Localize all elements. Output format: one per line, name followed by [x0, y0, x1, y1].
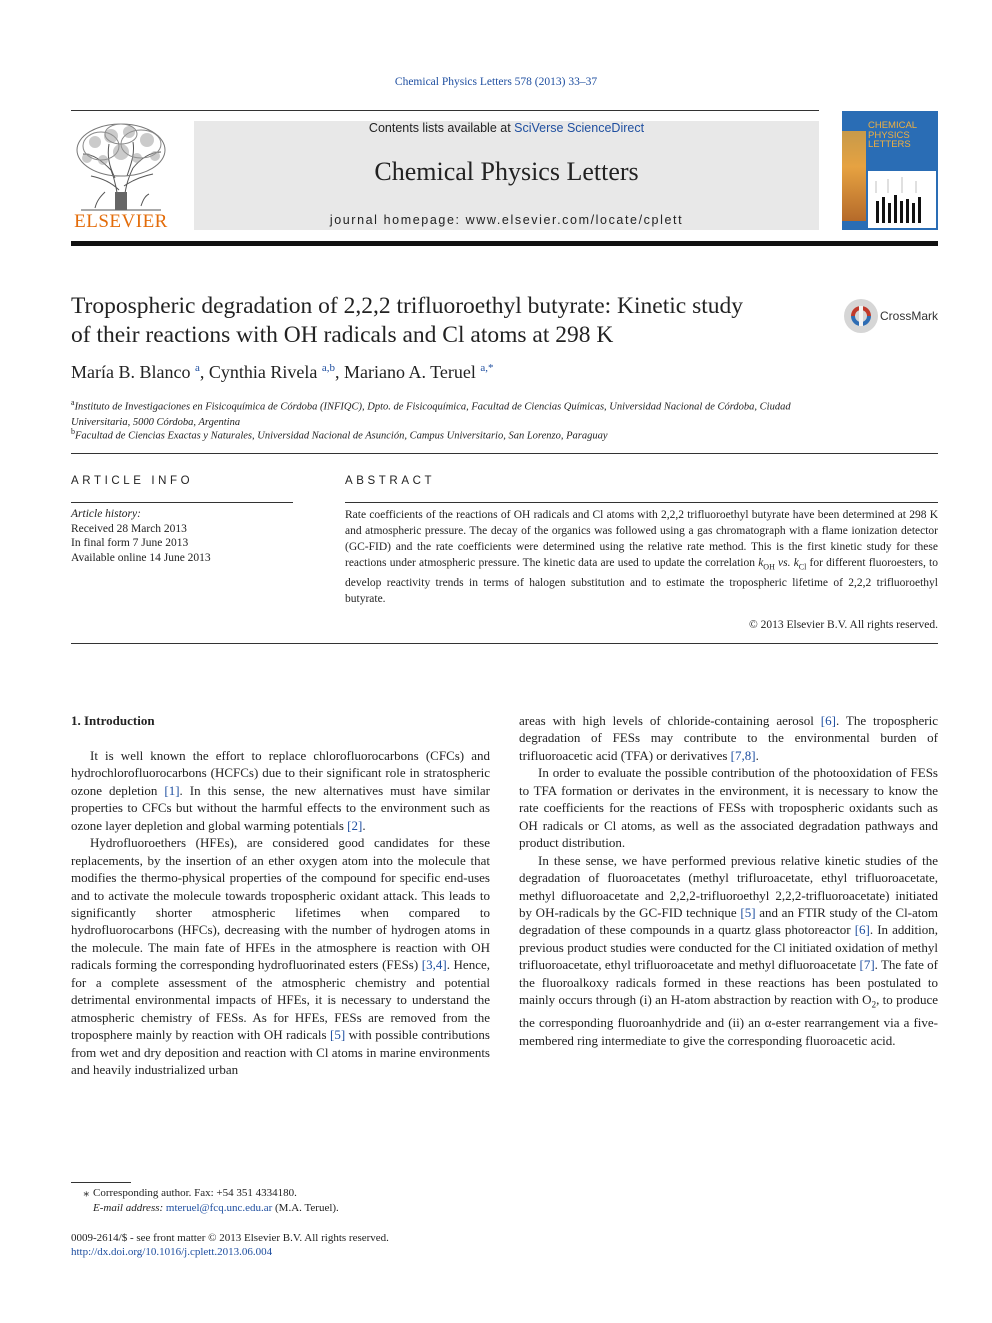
- journal-title: Chemical Physics Letters: [374, 157, 639, 186]
- elsevier-wordmark: ELSEVIER: [74, 211, 168, 232]
- received-date: Received 28 March 2013: [71, 522, 187, 535]
- author-affil-sup[interactable]: a,b: [321, 362, 335, 374]
- article-history: [71, 507, 211, 565]
- online-date: Available online 14 June 2013: [71, 551, 211, 564]
- journal-cover-thumbnail: [842, 111, 938, 230]
- body-left-column: [71, 712, 490, 1079]
- reference-link[interactable]: [5]: [330, 1027, 346, 1043]
- contents-line: [194, 121, 819, 135]
- divider: [71, 453, 938, 454]
- abstract-text: Rate coefficients of the reactions of OH radicals and Cl atoms with 2,2,2 trifluoroethyl butyrate have been determined at 298 K and atmospheric pressure. The decay of the organics was followed using a gas chromatograph with a flame ionization detector (GC-FID) and the rate coefficients were determined using the relative rate method. This is the first kinetic study for these reactions under atmospheric pressure. The kinetic data are used to update the correlation $k_{OH}$ vs. $k_{Cl}$ for different fluoroesters, to develop reactivity trends in terms of halogen substitution and to estimate the tropospheric lifetime of 2,2,2 trifluoroethyl butyrate.: [345, 509, 938, 606]
- reference-link[interactable]: [7]: [859, 957, 875, 973]
- header-thick-rule: [71, 241, 938, 246]
- reference-link[interactable]: [5]: [740, 904, 756, 920]
- cover-image-panel: [868, 171, 936, 228]
- history-label: Article history:: [71, 508, 141, 520]
- doi-link[interactable]: http://dx.doi.org/10.1016/j.cplett.2013.06.004: [71, 1246, 273, 1258]
- email-label: E-mail address:: [93, 1202, 164, 1214]
- divider: [71, 502, 293, 503]
- reference-link[interactable]: [2]: [347, 817, 363, 833]
- header-rule: [71, 110, 819, 111]
- journal-citation[interactable]: Chemical Physics Letters 578 (2013) 33–37: [394, 76, 598, 88]
- paragraph: areas with high levels of chloride-containing aerosol [6]. The tropospheric degradation of FESs may contribute to the environmental burden of trifluoroacetic acid (TFA) or derivatives [7,8].: [519, 713, 938, 763]
- footnote-star: ⁎: [83, 1187, 89, 1199]
- cover-title: CHEMICAL PHYSICS LETTERS: [868, 120, 918, 150]
- paragraph: Hydrofluoroethers (HFEs), are considered good candidates for these replacements, by the insertion of an ether oxygen atom into the molecule that modifies the thermo-physical properties of the compound for specific end-uses and to activate the molecule towards tropospheric oxidant attack. This leads to significantly shorter atmospheric lifetimes when compared to hydrofluorocarbons (HFCs), decreasing with the number of hydrogen atoms in the molecule. The main fate of HFEs in the atmosphere is reaction with OH radicals forming the corresponding hydrofluorinated esters (FESs) [3,4]. Hence, for a complete assessment of the atmospheric chemistry and potential detrimental environmental impacts of HFEs, it is necessary to understand the atmospheric chemistry of FESs. As for HFEs, FESs are removed from the troposphere mainly by reaction with OH radicals [5] with possible contributions from wet and dry deposition and reaction with Cl atoms in marine environments and heavily industrialized urban: [71, 835, 490, 1078]
- reference-link[interactable]: [1]: [164, 782, 180, 798]
- final-form-date: In final form 7 June 2013: [71, 537, 189, 550]
- reference-link[interactable]: [3,4]: [421, 957, 447, 973]
- article-title: Tropospheric degradation of 2,2,2 trifluoroethyl butyrate: Kinetic study of their reactions with OH radicals and Cl atoms at 298 K: [71, 293, 744, 348]
- section-title: 1. Introduction: [71, 713, 155, 728]
- article-info-heading: ARTICLE INFO: [71, 475, 194, 487]
- cover-decoration: [842, 131, 866, 221]
- affiliation-b: $^b$Facultad de Ciencias Exactas y Naturales, Universidad Nacional de Asunción, Campus Universitario, San Lorenzo, Paraguay: [71, 427, 608, 442]
- author-affil-sup[interactable]: a: [194, 362, 200, 374]
- paragraph: In these sense, we have performed previous relative kinetic studies of the degradation of fluoroacetates (methyl trifluroacetate, ethyl trifluoroacetate, methyl difluoroacetate and 2,2,2-trifluoroethyl 2,2,2-trifluoroacetate) initiated by OH-radicals by the GC-FID technique [5] and an FTIR study of the Cl-atom degradation of these compounds in a quartz glass photoreactor [6]. In addition, previous product studies were conducted for the Cl initiated oxidation of methyl trifluoroacetate, ethyl trifluoroacetate and methyl difluoroacetate [7]. The fate of the fluoroalkoxy radicals formed in these reactions has been postulated to mainly occurs through (i) an H-atom abstraction by reaction with $O_2$, to produce the corresponding fluoroanhydride and (ii) an α-ester rearrangement via a five-membered ring intermediate to give the corresponding fluoroacetic acid.: [519, 852, 939, 1048]
- bottom-identifiers: [71, 1231, 389, 1259]
- author-list: María B. Blanco $^a$, Cynthia Rivela $^{a,b}$, Mariano A. Teruel $^{a,*}$: [71, 362, 494, 382]
- cover-spectrum-icon: [868, 171, 936, 228]
- reference-link[interactable]: [6]: [854, 922, 870, 938]
- reference-link[interactable]: [7,8]: [730, 747, 756, 763]
- sciencedirect-link[interactable]: SciVerse ScienceDirect: [514, 121, 645, 135]
- journal-homepage[interactable]: journal homepage: www.elsevier.com/locate/cplett: [329, 213, 684, 227]
- affiliation-a: $^a$Instituto de Investigaciones en Fisicoquímica de Córdoba (INFIQC), Dpto. de Fisicoquímica, Facultad de Ciencias Químicas, Universidad Nacional de Córdoba, Ciudad Universitaria, 5000 Córdoba, Argentina: [71, 398, 791, 428]
- author-affil-sup[interactable]: a,*: [480, 362, 494, 374]
- crossmark-label[interactable]: CrossMark: [880, 309, 939, 323]
- footnote-rule: [71, 1182, 131, 1183]
- email-link[interactable]: mteruel@fcq.unc.edu.ar: [165, 1202, 273, 1214]
- abstract-copyright: © 2013 Elsevier B.V. All rights reserved.: [749, 619, 938, 631]
- divider: [71, 643, 938, 644]
- reference-link[interactable]: [6]: [820, 713, 836, 728]
- contents-prefix: Contents lists available at: [368, 121, 515, 135]
- divider: [345, 502, 938, 503]
- author-name[interactable]: Cynthia Rivela: [208, 362, 318, 382]
- paragraph: In order to evaluate the possible contribution of the photooxidation of FESs to TFA formation or derivates in the environment, it is necessary to know the rate coefficients for the reactions of FESs with tropospheric oxidants such as OH radicals or Cl atoms, as well as the associated degradation pathways and product distribution.: [519, 765, 938, 851]
- author-name[interactable]: María B. Blanco: [71, 362, 191, 382]
- author-name[interactable]: Mariano A. Teruel: [344, 362, 476, 382]
- corresponding-author-note: Corresponding author. Fax: +54 351 4334180.: [93, 1187, 297, 1199]
- journal-header-box: [194, 121, 819, 230]
- issn-line: 0009-2614/$ - see front matter © 2013 Elsevier B.V. All rights reserved.: [71, 1232, 389, 1244]
- footnote: ⁎ Corresponding author. Fax: +54 351 4334180. E-mail address: mteruel@fcq.unc.edu.ar (M.A. Teruel).: [71, 1186, 339, 1216]
- paragraph: It is well known the effort to replace chlorofluorocarbons (CFCs) and hydrochlorofluorocarbons (HCFCs) due to their significant role in stratospheric ozone depletion [1]. In this sense, the new alternatives must have similar properties to CFCs but without the harmful effects to the environment such as ozone layer depletion and global warming potentials [2].: [71, 747, 490, 833]
- abstract-heading: ABSTRACT: [345, 475, 436, 487]
- body-right-column: [519, 712, 938, 1049]
